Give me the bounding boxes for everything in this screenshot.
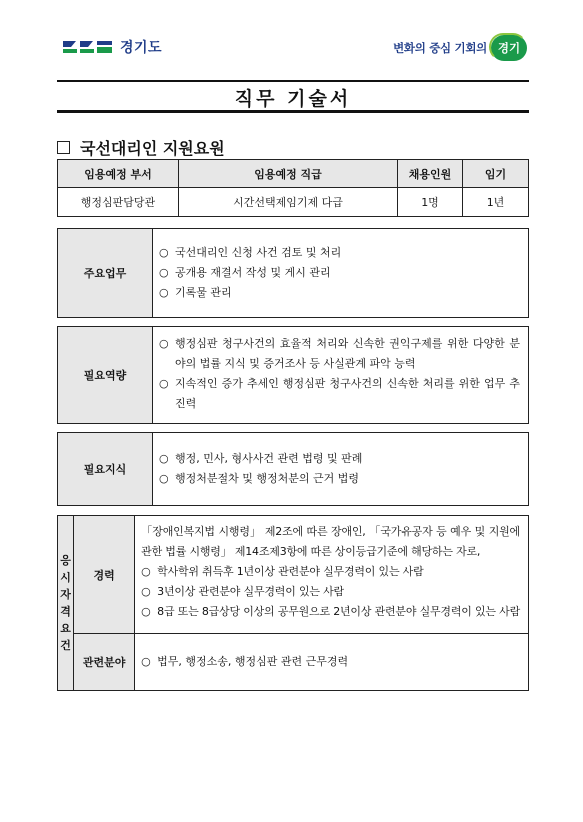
org-name: 경기도 — [120, 40, 163, 56]
experience-content — [135, 516, 528, 633]
table-cell: 1명 — [398, 188, 463, 217]
title-top-rule — [57, 80, 529, 82]
table-cell: 1년 — [463, 188, 529, 217]
recruit-table — [57, 159, 529, 217]
field-content — [135, 634, 528, 690]
knowledge-list — [153, 433, 528, 505]
list-item: ○ 8급 또는 8급상당 이상의 공무원으로 2년이상 관련분야 실무경력이 있는 사람 — [141, 605, 520, 618]
table-header-cell: 임기 — [463, 160, 529, 188]
gyeonggi-logo-icon — [62, 39, 114, 55]
title-bottom-rule — [57, 110, 529, 113]
experience-intro: 「장애인복지법 시행령」 제2조에 따른 장애인, 「국가유공자 등 예우 및 지원에 관한 법률 시행령」 제14조제3항에 따른 상이등급기준에 해당하는 자로, — [141, 525, 520, 558]
table-cell: 행정심판담당관 — [58, 188, 179, 217]
slogan-text: 변화의 중심 기회의 — [393, 41, 487, 55]
list-item: ○ 법무, 행정소송, 행정심판 관련 근무경력 — [141, 655, 349, 668]
document-title: 직무 기술서 — [234, 88, 352, 110]
slogan-logo — [393, 35, 527, 61]
list-item: ○ 행정, 민사, 형사사건 관련 법령 및 판례 — [159, 452, 363, 465]
field-row — [74, 633, 528, 690]
table-row — [58, 188, 529, 217]
table-header-row — [58, 160, 529, 188]
table-header-cell: 임용예정 직급 — [179, 160, 398, 188]
duties-label: 주요업무 — [58, 229, 153, 317]
duties-box — [57, 228, 529, 318]
empty-checkbox-icon — [57, 141, 70, 154]
section-title: 국선대리인 지원요원 — [80, 139, 225, 158]
list-item: ○ 지속적인 증가 추세인 행정심판 청구사건의 신속한 처리를 위한 업무 추진력 — [159, 377, 520, 410]
qualifications-box — [57, 515, 529, 691]
list-item: ○ 기록물 관리 — [159, 286, 232, 299]
gyeonggi-logo — [62, 38, 162, 56]
competencies-list — [153, 327, 528, 423]
list-item: ○ 공개용 재결서 작성 및 게시 관리 — [159, 266, 331, 279]
field-label: 관련분야 — [74, 634, 135, 690]
competencies-box — [57, 326, 529, 424]
experience-row — [74, 516, 528, 633]
qualifications-side-label: 응 시 자 격 요 건 — [58, 516, 74, 690]
list-item: ○ 행정처분절차 및 행정처분의 근거 법령 — [159, 472, 360, 485]
table-cell: 시간선택제임기제 다급 — [179, 188, 398, 217]
knowledge-box — [57, 432, 529, 506]
section-heading — [57, 136, 225, 159]
duties-list — [153, 229, 528, 317]
experience-label: 경력 — [74, 516, 135, 633]
list-item: ○ 3년이상 관련분야 실무경력이 있는 사람 — [141, 585, 344, 598]
list-item: ○ 국선대리인 신청 사건 검토 및 처리 — [159, 246, 342, 259]
table-header-cell: 채용인원 — [398, 160, 463, 188]
slogan-badge: 경기 — [491, 35, 527, 61]
table-header-cell: 임용예정 부서 — [58, 160, 179, 188]
list-item: ○ 행정심판 청구사건의 효율적 처리와 신속한 권익구제를 위한 다양한 분야의 법률 지식 및 증거조사 등 사실관계 파악 능력 — [159, 337, 520, 370]
list-item: ○ 학사학위 취득후 1년이상 관련분야 실무경력이 있는 사람 — [141, 565, 424, 578]
competencies-label: 필요역량 — [58, 327, 153, 423]
knowledge-label: 필요지식 — [58, 433, 153, 505]
